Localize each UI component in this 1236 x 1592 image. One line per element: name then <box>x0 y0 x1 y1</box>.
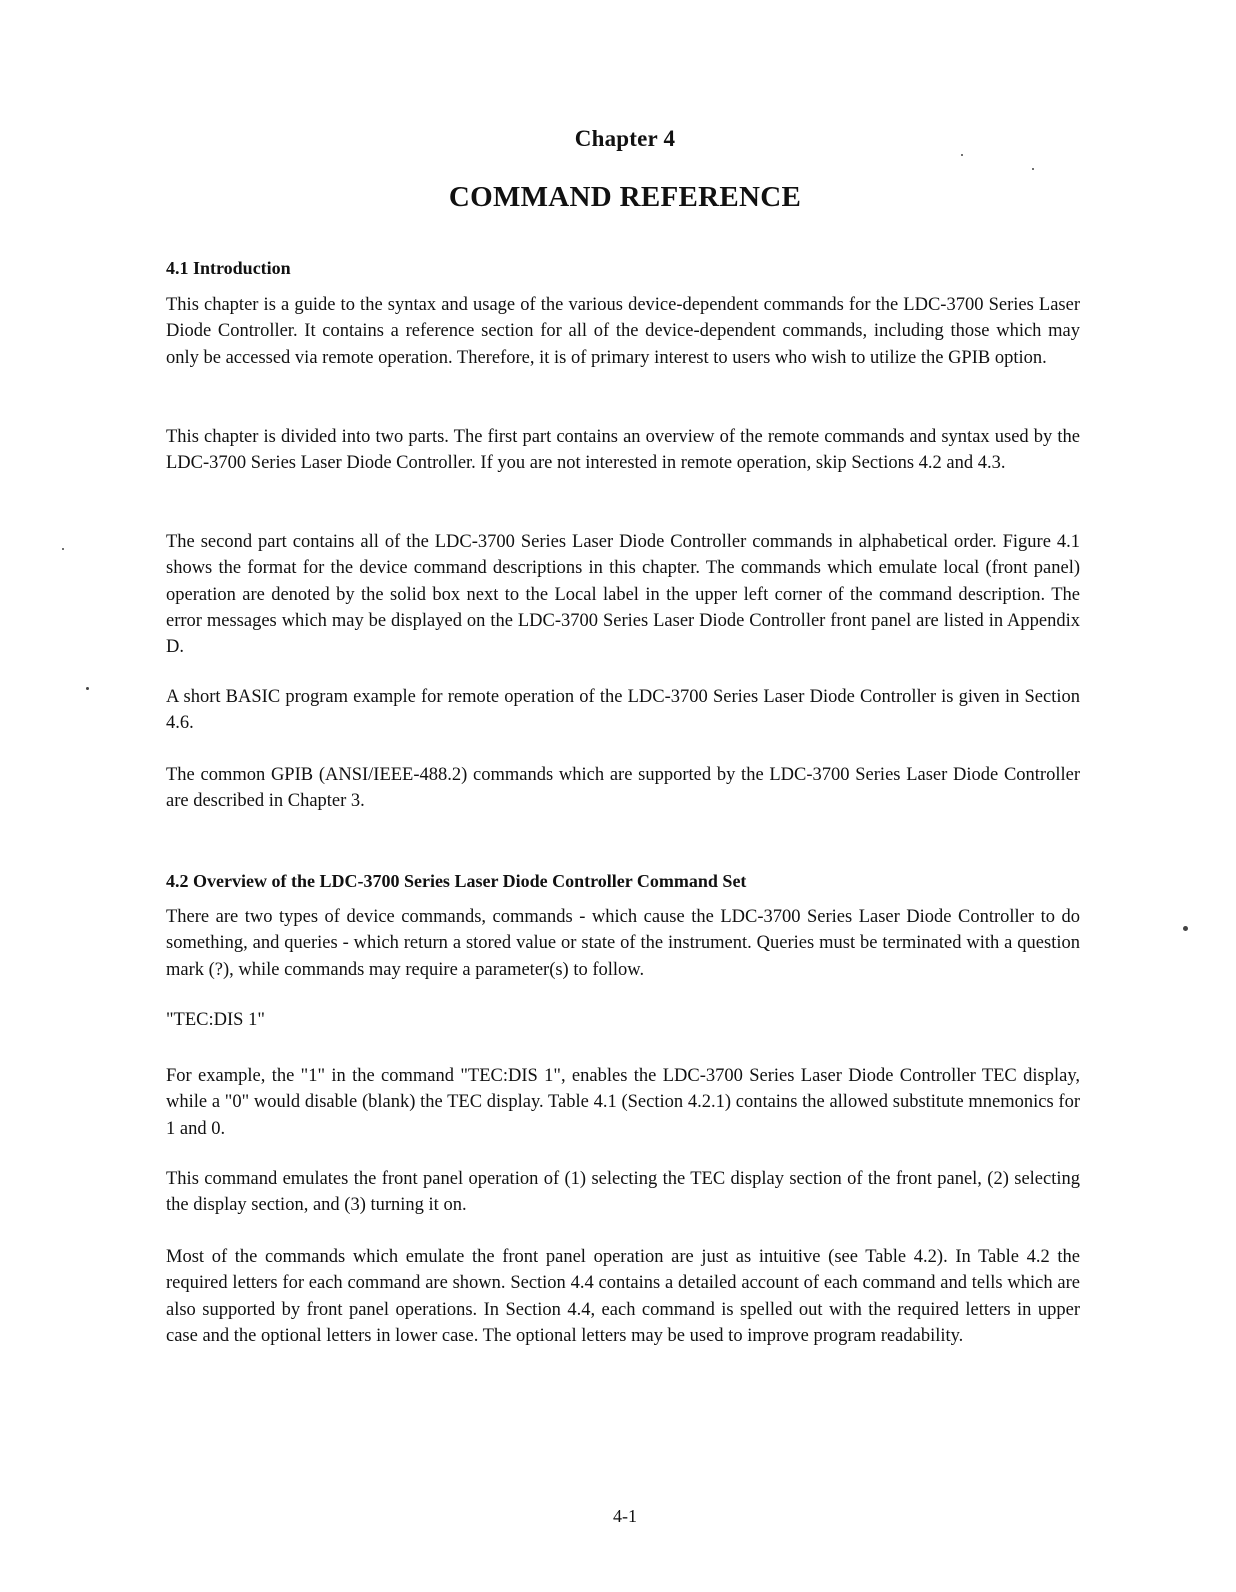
intro-paragraph-3: The second part contains all of the LDC-3700 Series Laser Diode Controller commands in alphabetical order. Figure 4.1 shows the format for the device command descriptions in this chapter. The commands which emulate local (front panel) operation are denoted by the solid box next to the Local label in the upper left corner of the command description. The error messages which may be displayed on the LDC-3700 Series Laser Diode Controller front panel are listed in Appendix D. <box>166 532 1080 658</box>
overview-paragraph-4: Most of the commands which emulate the front panel operation are just as intuitive (see Table 4.2). In Table 4.2 the required letters for each command are shown. Section 4.4 contains a detailed account of each command and tells which are also supported by front panel operations. In Section 4.4, each command is spelled out with the required letters in upper case and the optional letters in lower case. The optional letters may be used to improve program readability. <box>166 1247 1080 1346</box>
scan-speck <box>1032 168 1034 170</box>
intro-paragraph-5: The common GPIB (ANSI/IEEE-488.2) commands which are supported by the LDC-3700 Series Laser Diode Controller are described in Chapter 3. <box>166 765 1080 812</box>
page-number: 4-1 <box>613 1506 637 1526</box>
chapter-label: Chapter 4 <box>574 126 676 151</box>
overview-paragraph-3: This command emulates the front panel operation of (1) selecting the TEC display section of the front panel, (2) selecting the display section, and (3) turning it on. <box>166 1169 1080 1216</box>
section-heading-4-2: 4.2 Overview of the LDC-3700 Series Laser Diode Controller Command Set <box>166 871 747 891</box>
scan-speck <box>1183 926 1188 931</box>
intro-paragraph-4: A short BASIC program example for remote operation of the LDC-3700 Series Laser Diode Controller is given in Section 4.6. <box>166 687 1080 734</box>
overview-paragraph-1: There are two types of device commands, commands - which cause the LDC-3700 Series Laser Diode Controller to do something, and queries - which return a stored value or state of the instrument. Queries must be terminated with a question mark (?), while commands may require a parameter(s) to follow. <box>166 907 1080 980</box>
example-command: "TEC:DIS 1" <box>166 1010 265 1030</box>
scan-speck <box>62 548 64 550</box>
chapter-title: COMMAND REFERENCE <box>448 181 802 213</box>
overview-paragraph-2: For example, the "1" in the command "TEC:DIS 1", enables the LDC-3700 Series Laser Diode Controller TEC display, while a "0" would disable (blank) the TEC display. Table 4.1 (Section 4.2.1) contains the allowed substitute mnemonics for 1 and 0. <box>166 1066 1080 1139</box>
section-heading-4-1: 4.1 Introduction <box>166 258 291 278</box>
scan-speck <box>86 687 89 690</box>
scan-speck <box>961 154 963 156</box>
intro-paragraph-2: This chapter is divided into two parts. The first part contains an overview of the remote commands and syntax used by the LDC-3700 Series Laser Diode Controller. If you are not interested in remote operation, skip Sections 4.2 and 4.3. <box>166 427 1080 474</box>
intro-paragraph-1: This chapter is a guide to the syntax and usage of the various device-dependent commands for the LDC-3700 Series Laser Diode Controller. It contains a reference section for all of the device-dependent commands, including those which may only be accessed via remote operation. Therefore, it is of primary interest to users who wish to utilize the GPIB option. <box>166 295 1080 368</box>
